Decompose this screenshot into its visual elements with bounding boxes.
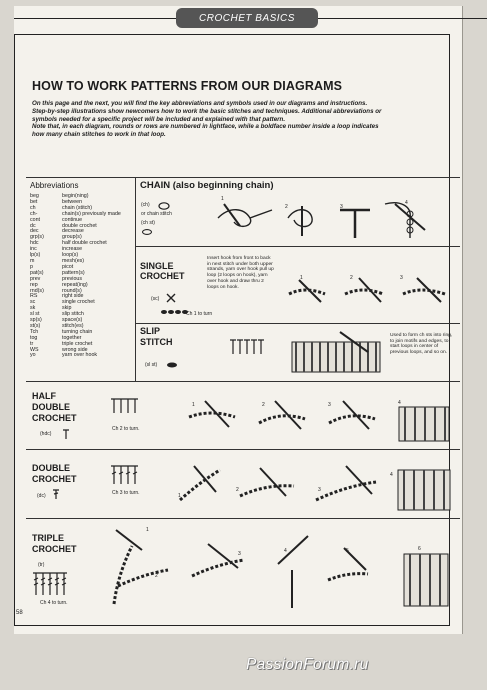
abbreviation-meaning: pattern(s)	[62, 269, 85, 276]
abbreviation-meaning: together	[62, 334, 82, 341]
abbreviation-key: ch	[30, 204, 36, 211]
step-number: 1	[221, 196, 224, 202]
tr-title-2: CROCHET	[32, 544, 77, 554]
step-number: 1	[192, 402, 195, 408]
abbreviation-key: rnd(s)	[30, 287, 44, 294]
hdc-title-2: DOUBLE	[32, 402, 70, 412]
abbreviation-meaning: half double crochet	[62, 240, 107, 247]
step-number: 2	[155, 573, 158, 579]
watermark: PassionForum.ru	[246, 656, 369, 673]
abbreviation-row	[30, 353, 134, 359]
abbreviation-key: prev	[30, 275, 41, 282]
abbreviation-key: inc	[30, 246, 37, 253]
slst-chart	[229, 336, 265, 358]
hdc-title-3: CROCHET	[32, 413, 77, 423]
dc-turn-label: Ch 3 to turn.	[112, 490, 140, 496]
abbreviation-meaning: previous	[62, 275, 83, 282]
sc-title-2: CROCHET	[140, 271, 185, 281]
chain-oval-symbol	[141, 228, 157, 236]
intro-line: On this page and the next, you will find the key abbreviations and symbols used in our diagrams and instructions.	[32, 100, 368, 107]
step-number: 3	[318, 487, 321, 493]
abbreviation-key: beg	[30, 193, 39, 199]
step-number: 3	[238, 551, 241, 557]
step-number: 4	[284, 548, 287, 554]
page-title: HOW TO WORK PATTERNS FROM OUR DIAGRAMS	[32, 79, 343, 93]
abbreviation-key: dec	[30, 228, 39, 235]
sc-cross-symbol	[165, 292, 177, 304]
grid-rule	[26, 381, 460, 382]
abbreviation-meaning: yarn over hook	[62, 352, 98, 359]
abbreviation-meaning: chain(s) previously made	[62, 210, 121, 217]
abbreviation-key: hdc	[30, 240, 39, 247]
abbreviation-meaning: continue	[62, 216, 83, 223]
abbreviation-key: RS	[30, 293, 38, 300]
step-number: 4	[398, 400, 401, 406]
abbreviation-meaning: repeat(ing)	[62, 281, 88, 288]
abbreviation-key: st(s)	[30, 322, 41, 329]
dc-t-symbol	[52, 488, 60, 500]
abbreviation-key: tr	[30, 340, 34, 347]
slst-title-1: SLIP	[140, 326, 161, 336]
abbreviation-key: pat(s)	[30, 269, 44, 276]
abbreviation-key: grp(s)	[30, 234, 44, 241]
abbreviation-key: sc	[30, 299, 36, 306]
hdc-title-1: HALF	[32, 391, 56, 401]
abbreviation-key: WS	[30, 346, 39, 353]
abbreviation-key: Tch	[30, 328, 39, 335]
dc-title-2: CROCHET	[32, 474, 77, 484]
abbreviation-key: cont	[30, 216, 41, 223]
grid-rule	[26, 449, 460, 450]
abbreviation-meaning: stitch(es)	[62, 322, 84, 329]
slst-swatch-illustration	[290, 330, 385, 376]
abbreviations-list	[30, 194, 134, 359]
hdc-chart	[110, 395, 140, 417]
abbreviation-meaning: group(s)	[62, 234, 82, 241]
abbreviation-key: sp(s)	[30, 317, 42, 324]
step-number: 4	[390, 472, 393, 478]
abbreviation-meaning: decrease	[62, 228, 84, 235]
chain-or-text: or chain stitch	[141, 211, 172, 217]
abbreviation-key: sk	[30, 305, 36, 312]
dc-step-illustrations	[176, 460, 456, 516]
sc-step-illustrations	[285, 272, 460, 312]
chain-step-illustrations	[210, 196, 460, 244]
abbreviation-meaning: between	[62, 198, 83, 205]
abbreviation-meaning: loop(s)	[62, 252, 79, 259]
abbreviation-meaning: double crochet	[62, 222, 97, 229]
abbreviation-meaning: right side	[62, 293, 84, 300]
step-number: 5	[346, 548, 349, 554]
abbreviation-meaning: turning chain	[62, 328, 93, 335]
abbreviation-meaning: mesh(es)	[62, 257, 85, 264]
sc-symbol-label: (sc)	[151, 296, 160, 302]
chain-ring-symbol	[158, 200, 178, 212]
abbreviation-meaning: increase	[62, 246, 83, 253]
abbreviation-meaning: round(s)	[62, 287, 82, 294]
abbreviation-key: rep	[30, 281, 38, 288]
sc-turn-label: Ch 1 to turn	[186, 311, 213, 317]
abbreviation-key: sl st	[30, 311, 40, 318]
abbreviation-key: ch-	[30, 210, 38, 217]
slst-dot-symbol	[166, 361, 180, 369]
tr-step-illustrations	[108, 524, 453, 616]
abbreviation-meaning: begin(ning)	[62, 193, 89, 199]
intro-line: symbols needed for a specific project will be included and explained with that pattern.	[32, 115, 286, 123]
step-number: 2	[350, 275, 353, 281]
intro-text	[32, 100, 452, 139]
abbreviation-key: m	[30, 257, 35, 264]
hdc-symbol-label: (hdc)	[40, 431, 52, 437]
intro-line: how many chain stitches to work in that loop.	[32, 131, 166, 139]
hdc-t-symbol	[62, 428, 70, 440]
step-number: 1	[146, 527, 149, 533]
grid-rule	[135, 323, 460, 324]
step-number: 6	[418, 546, 421, 552]
abbreviation-meaning: space(s)	[62, 317, 83, 324]
sc-title-1: SINGLE	[140, 261, 174, 271]
grid-rule	[135, 177, 136, 381]
abbreviation-meaning: triple crochet	[62, 340, 93, 347]
intro-line: Step-by-step illustrations show newcomers how to work the basic stitches and techniques. Additional abbreviations or	[32, 107, 382, 115]
chain-st-symbol: (ch st)	[141, 220, 155, 226]
chain-symbol: (ch)	[141, 202, 150, 208]
dc-chart	[110, 463, 140, 487]
step-number: 2	[285, 204, 288, 210]
abbreviation-key: bet	[30, 198, 38, 205]
tr-chart	[32, 570, 68, 598]
step-number: 1	[178, 493, 181, 499]
abbreviation-key: dc	[30, 222, 36, 229]
slst-symbol-label: (sl st)	[145, 362, 158, 368]
section-tab: CROCHET BASICS	[176, 8, 318, 28]
abbreviation-key: lp(s)	[30, 252, 41, 259]
hdc-step-illustrations	[185, 395, 455, 447]
grid-rule	[26, 177, 460, 178]
step-number: 3	[400, 275, 403, 281]
slst-instructions: Used to form ch sts into ring, to join motifs and edges, to start loops in center of previous loops, and so on.	[390, 333, 453, 356]
tr-symbol-label: (tr)	[38, 562, 45, 568]
slst-title-2: STITCH	[140, 337, 173, 347]
dc-title-1: DOUBLE	[32, 463, 70, 473]
dc-symbol-label: (dc)	[37, 493, 46, 499]
abbreviation-meaning: wrong side	[62, 346, 88, 353]
abbreviations-title: Abbreviations	[30, 181, 79, 190]
grid-rule	[135, 246, 460, 247]
step-number: 2	[236, 487, 239, 493]
step-number: 3	[328, 402, 331, 408]
chain-title: CHAIN (also beginning chain)	[140, 180, 274, 191]
grid-rule	[26, 518, 460, 519]
abbreviation-key: p	[30, 263, 33, 270]
step-number: 3	[340, 204, 343, 210]
abbreviation-meaning: single crochet	[62, 299, 95, 306]
abbreviation-meaning: chain (stitch)	[62, 204, 93, 211]
page-number: 58	[16, 610, 23, 616]
abbreviation-key: tog	[30, 334, 38, 341]
step-number: 2	[262, 402, 265, 408]
abbreviation-key: yo	[30, 352, 36, 359]
intro-line: Note that, in each diagram, rounds or rows are numbered in lightface, while a boldface number inside a loop indicates	[32, 123, 379, 131]
tr-title-1: TRIPLE	[32, 533, 65, 543]
hdc-turn-label: Ch 2 to turn.	[112, 426, 140, 432]
abbreviation-meaning: skip	[62, 305, 72, 312]
sc-instructions: Insert hook from front to back in next stitch under both upper strands, yarn over hook pull up loop (2 loops on hook), yarn over hook and draw thru 2 loops on hook.	[207, 256, 274, 290]
tr-turn-label: Ch 4 to turn.	[40, 600, 68, 606]
abbreviation-meaning: slip stitch	[62, 311, 84, 318]
step-number: 1	[300, 275, 303, 281]
abbreviation-meaning: picot	[62, 263, 74, 270]
step-number: 4	[405, 200, 408, 206]
